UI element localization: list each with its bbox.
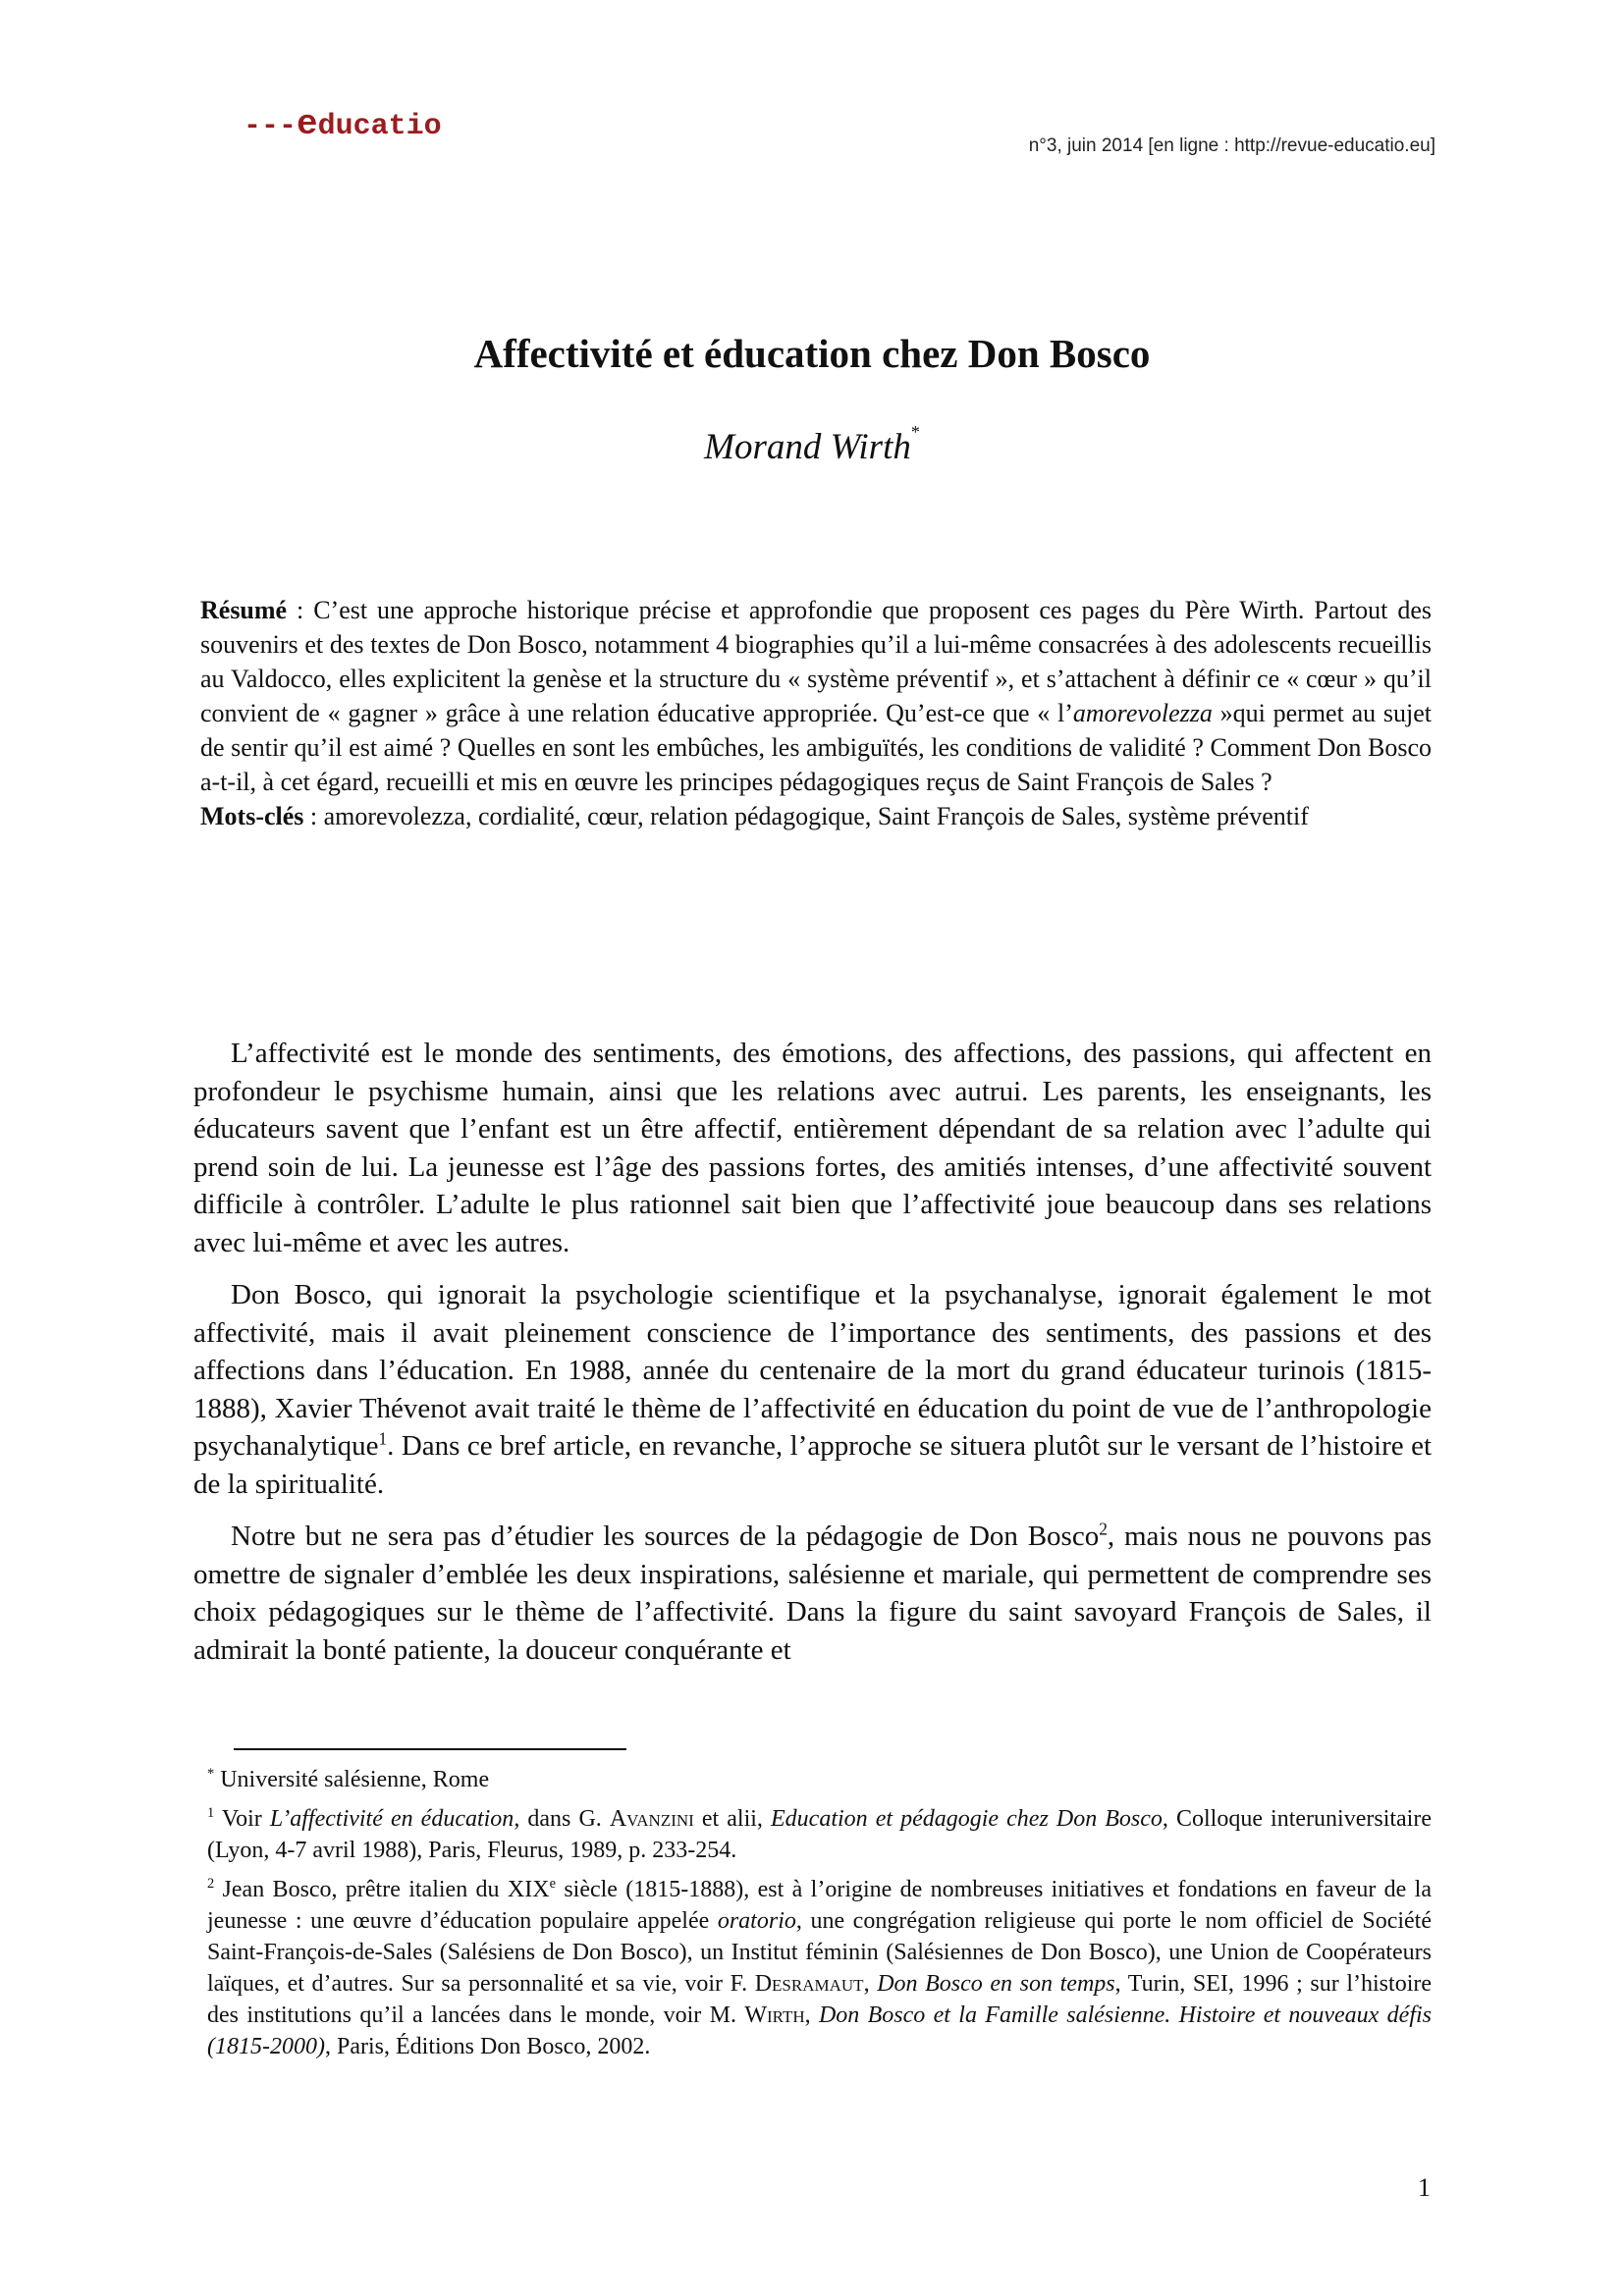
paragraph-1: L’affectivité est le monde des sentiments, des émotions, des affections, des passions, qui affectent en profondeur le psychisme humain, ainsi que les relations avec autrui. Les parents, les enseignants, les éducateurs savent que l’enfant est un être affectif, entièrement dépendant de sa relation avec l’adulte qui prend soin de lui. La jeunesse est l’âge des passions fortes, des amitiés intenses, d’une affectivité souvent difficile à contrôler. L’adulte le plus rationnel sait bien que l’affectivité joue beaucoup dans ses relations avec lui-même et avec les autres. [193,1038,1432,1258]
abstract [200,593,1432,833]
footnote-1: $^1$ Voir L’affectivité en éducation, dans G. Avanzini et alii, Education et pédagogie chez Don Bosco, Colloque interuniversitaire (Lyon, 4-7 avril 1988), Paris, Fleurus, 1989, p. 233-254. [207,1805,1432,1863]
paragraph-3: Notre but ne sera pas d’étudier les sources de la pédagogie de Don Bosco$^2$, mais nous ne pouvons pas omettre de signaler d’emblée les deux inspirations, salésienne et mariale, qui permettent de comprendre ses choix pédagogiques sur le thème de l’affectivité. Dans la figure du saint savoyard François de Sales, il admirait la bonté patiente, la douceur conquérante et [193,1519,1432,1666]
footnotes [207,1764,1432,2062]
page-number: 1 [1418,2173,1431,2202]
educatio-logo: ---educatio [244,104,442,144]
author-footnote-mark: * [910,422,920,442]
keywords: Mots-clés : amorevolezza, cordialité, cœur, relation pédagogique, Saint François de Sales, système préventif [200,802,1309,830]
abstract-text: Résumé : C’est une approche historique précise et approfondie que proposent ces pages du Père Wirth. Partout des souvenirs et des textes de Don Bosco, notamment 4 biographies qu’il a lui-même consacrées à des adolescents recueillis au Valdocco, elles explicitent la genèse et la structure du « système préventif », et s’attachent à définir ce « cœur » qu’il convient de « gagner » grâce à une relation éducative appropriée. Qu’est-ce que « l’amorevolezza »qui permet au sujet de sentir qu’il est aimé ? Quelles en sont les embûches, les ambiguïtés, les conditions de validité ? Comment Don Bosco a-t-il, à cet égard, recueilli et mis en œuvre les principes pédagogiques reçus de Saint François de Sales ? [200,596,1432,796]
abstract-label: Résumé [200,596,288,624]
article-body [193,1035,1432,1683]
footnote-separator [234,1748,626,1750]
article-author: Morand Wirth* [704,422,920,467]
footnote-2: $^2$ Jean Bosco, prêtre italien du XIXe siècle (1815-1888), est à l’origine de nombreuses initiatives et fondations en faveur de la jeunesse : une œuvre d’éducation populaire appelée oratorio, une congrégation religieuse qui porte le nom officiel de Société Saint-François-de-Sales (Salésiens de Don Bosco), un Institut féminin (Salésiennes de Don Bosco), une Union de Coopérateurs laïques, et d’autres. Sur sa personnalité et sa vie, voir F. Desramaut, Don Bosco en son temps, Turin, SEI, 1996 ; sur l’histoire des institutions qu’il a lancées dans le monde, voir M. Wirth, Don Bosco et la Famille salésienne. Histoire et nouveaux défis (1815-2000), Paris, Éditions Don Bosco, 2002. [207,1876,1433,2059]
article-title: Affectivité et éducation chez Don Bosco [473,331,1151,376]
footnote-star: * Université salésienne, Rome [207,1766,490,1792]
paragraph-2: Don Bosco, qui ignorait la psychologie scientifique et la psychanalyse, ignorait également le mot affectivité, mais il avait pleinement conscience de l’importance des sentiments, des passions et des affections dans l’éducation. En 1988, année du centenaire de la mort du grand éducateur turinois (1815-1888), Xavier Thévenot avait traité le thème de l’affectivité en éducation du point de vue de l’anthropologie psychanalytique$^1$. Dans ce bref article, en revanche, l’approche se situera plutôt sur le versant de l’histoire et de la spiritualité. [193,1279,1432,1500]
keywords-label: Mots-clés [200,802,304,830]
footnote-ref-2: 2 [1099,1519,1108,1539]
footnote-ref-1: 1 [378,1428,388,1449]
issue-info: n°3, juin 2014 [en ligne : http://revue-educatio.eu] [1028,135,1435,156]
